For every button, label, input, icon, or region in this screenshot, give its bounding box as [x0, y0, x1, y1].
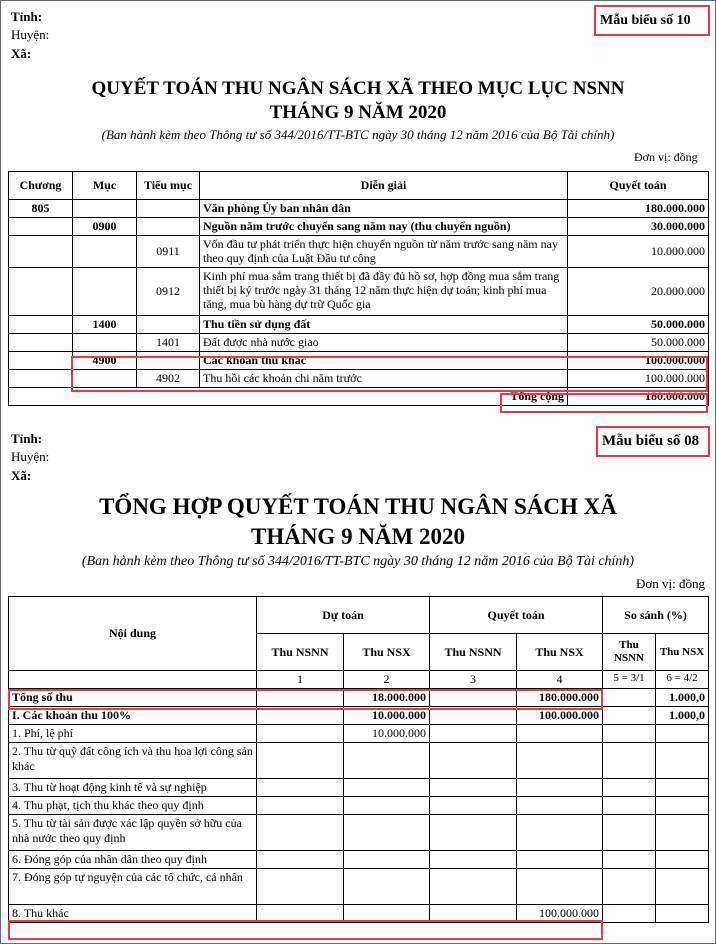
cell-ss2: [656, 779, 709, 797]
cell-qt-nsnn: [430, 869, 517, 905]
colnum-1: 1: [257, 671, 344, 689]
cell-muc: [73, 334, 137, 352]
label-huyen-2: Huyện:: [11, 449, 50, 464]
cell-dt-nsnn: [257, 707, 344, 725]
cell-ss2: [656, 797, 709, 815]
cell-dt-nsnn: [257, 725, 344, 743]
report-period-1: THÁNG 9 NĂM 2020: [269, 102, 447, 123]
cell-qt-nsnn: [430, 851, 517, 869]
cell-diengiai: Nguồn năm trước chuyển sang năm nay (thu chuyển nguồn): [200, 218, 568, 236]
cell-ss2: [656, 743, 709, 779]
cell-dt-nsx: 10.000.000: [344, 707, 430, 725]
cell-muc: 0900: [73, 218, 137, 236]
header-sosanh: So sánh (%): [603, 597, 709, 634]
header-tieumuc: Tiểu mục: [137, 172, 200, 200]
cell-chuong: [9, 218, 73, 236]
cell-ss1: [603, 905, 656, 923]
cell-label: 8. Thu khác: [9, 905, 257, 923]
table-row: [9, 689, 709, 707]
header-quyettoan: Quyết toán: [568, 172, 709, 200]
report-subtitle-1: (Ban hành kèm theo Thông tư số 344/2016/TT-BTC ngày 30 tháng 12 năm 2016 của Bộ Tài chính): [101, 127, 615, 142]
cell-diengiai: Các khoản thu khác: [200, 352, 568, 370]
cell-qt-nsnn: [430, 689, 517, 707]
cell-chuong: [9, 316, 73, 334]
cell-chuong: [9, 334, 73, 352]
cell-dt-nsx: [344, 797, 430, 815]
header-qt-nsnn: Thu NSNN: [430, 634, 517, 671]
cell-quyettoan: 50.000.000: [568, 316, 709, 334]
cell-ss2: [656, 725, 709, 743]
table-row: [9, 815, 709, 851]
cell-chuong: [9, 236, 73, 268]
label-xa-2: Xã:: [11, 468, 32, 483]
cell-dt-nsnn: [257, 851, 344, 869]
total-label: Tổng cộng: [9, 388, 568, 406]
cell-quyettoan: 10.000.000: [568, 236, 709, 268]
unit-label-2: Đơn vị: đồng: [636, 576, 705, 591]
cell-diengiai: Đất được nhà nước giao: [200, 334, 568, 352]
header-muc: Mục: [73, 172, 137, 200]
table-row: [9, 316, 709, 334]
form-code-badge-1: Mẫu biểu số 10: [594, 5, 710, 36]
table-row: [9, 869, 709, 905]
table-row: [9, 851, 709, 869]
cell-qt-nsnn: [430, 815, 517, 851]
header-ss-nsx: Thu NSX: [656, 634, 709, 671]
cell-qt-nsx: [517, 743, 603, 779]
cell-quyettoan: 50.000.000: [568, 334, 709, 352]
cell-diengiai: Văn phòng Ủy ban nhân dân: [200, 200, 568, 218]
cell-qt-nsnn: [430, 743, 517, 779]
header-ss-nsnn: Thu NSNN: [603, 634, 656, 671]
cell-tieumuc: [137, 218, 200, 236]
cell-label: 5. Thu từ tài sản được xác lập quyền sở hữu của nhà nước theo quy định: [9, 815, 257, 851]
cell-qt-nsx: [517, 725, 603, 743]
cell-ss1: [603, 779, 656, 797]
cell-qt-nsnn: [430, 779, 517, 797]
label-tinh-1: Tỉnh:: [11, 9, 43, 24]
header-dutoan: Dự toán: [257, 597, 430, 634]
cell-ss1: [603, 689, 656, 707]
colnum-6: 6 = 4/2: [656, 671, 709, 689]
table-row: [9, 268, 709, 316]
cell-muc: 1400: [73, 316, 137, 334]
cell-dt-nsnn: [257, 743, 344, 779]
cell-qt-nsx: [517, 815, 603, 851]
table-row: [9, 743, 709, 779]
cell-quyettoan: 100.000.000: [568, 352, 709, 370]
table-row: [9, 707, 709, 725]
cell-tieumuc: 0912: [137, 268, 200, 316]
table-header-row: [9, 597, 709, 634]
cell-tieumuc: 4902: [137, 370, 200, 388]
colnum-3: 3: [430, 671, 517, 689]
cell-ss1: [603, 707, 656, 725]
cell-qt-nsx: 180.000.000: [517, 689, 603, 707]
cell-ss2: 1.000,0: [656, 707, 709, 725]
cell-muc: [73, 236, 137, 268]
cell-label: Tổng số thu: [9, 689, 257, 707]
cell-chuong: [9, 370, 73, 388]
cell-muc: 4900: [73, 352, 137, 370]
table-row: [9, 334, 709, 352]
cell-quyettoan: 100.000.000: [568, 370, 709, 388]
cell-label: 3. Thu từ hoạt động kinh tế và sự nghiệp: [9, 779, 257, 797]
cell-qt-nsx: [517, 869, 603, 905]
report-period-2: THÁNG 9 NĂM 2020: [250, 524, 466, 549]
summary-table-2: [8, 596, 709, 923]
unit-label-1: Đơn vị: đồng: [634, 150, 698, 164]
cell-label: I. Các khoản thu 100%: [9, 707, 257, 725]
cell-ss2: [656, 815, 709, 851]
table-row: [9, 218, 709, 236]
report-title-2: TỔNG HỢP QUYẾT TOÁN THU NGÂN SÁCH XÃ: [99, 494, 617, 519]
label-huyen-1: Huyện:: [11, 27, 50, 42]
form-code-badge-2: Mẫu biểu số 08: [596, 426, 710, 457]
cell-diengiai: Vốn đầu tư phát triển thực hiện chuyển nguồn từ năm trước sang năm nay theo quy định của Luật Đầu tư công: [200, 236, 568, 268]
cell-ss1: [603, 743, 656, 779]
cell-label: 2. Thu từ quỹ đất công ích và thu hoa lợi công sản khác: [9, 743, 257, 779]
total-value: 180.000.000: [568, 388, 709, 406]
colnum-4: 4: [517, 671, 603, 689]
cell-ss2: [656, 851, 709, 869]
table-row: [9, 905, 709, 923]
table-header-row: [9, 172, 709, 200]
cell-qt-nsnn: [430, 905, 517, 923]
cell-dt-nsx: [344, 743, 430, 779]
cell-dt-nsnn: [257, 905, 344, 923]
cell-quyettoan: 30.000.000: [568, 218, 709, 236]
cell-dt-nsnn: [257, 869, 344, 905]
column-number-row: [9, 671, 709, 689]
table-row: [9, 725, 709, 743]
cell-dt-nsx: [344, 851, 430, 869]
cell-dt-nsx: [344, 779, 430, 797]
cell-tieumuc: [137, 352, 200, 370]
cell-ss2: [656, 869, 709, 905]
header-qt-nsx: Thu NSX: [517, 634, 603, 671]
table-row: [9, 779, 709, 797]
label-tinh-2: Tỉnh:: [11, 431, 43, 446]
cell-ss1: [603, 797, 656, 815]
header-quyettoan: Quyết toán: [430, 597, 603, 634]
cell-dt-nsnn: [257, 815, 344, 851]
cell-ss2: [656, 905, 709, 923]
cell-tieumuc: [137, 200, 200, 218]
cell-tieumuc: 1401: [137, 334, 200, 352]
cell-qt-nsnn: [430, 707, 517, 725]
colnum-5: 5 = 3/1: [603, 671, 656, 689]
cell-qt-nsnn: [430, 725, 517, 743]
cell-tieumuc: [137, 316, 200, 334]
header-diengiai: Diễn giải: [200, 172, 568, 200]
table-row: [9, 200, 709, 218]
header-dt-nsx: Thu NSX: [344, 634, 430, 671]
cell-diengiai: Kinh phí mua sắm trang thiết bị đã đầy đủ hồ sơ, hợp đồng mua sắm trang thiết bị ký trước ngày 31 tháng 12 năm thực hiện dự toán; kinh phí mua tăng, mua bù hàng dự trữ Quốc gia: [200, 268, 568, 316]
table-row: [9, 352, 709, 370]
cell-muc: [73, 268, 137, 316]
cell-diengiai: Thu tiền sử dụng đất: [200, 316, 568, 334]
cell-chuong: [9, 268, 73, 316]
cell-dt-nsnn: [257, 779, 344, 797]
cell-chuong: 805: [9, 200, 73, 218]
cell-qt-nsx: 100.000.000: [517, 707, 603, 725]
header-dt-nsnn: Thu NSNN: [257, 634, 344, 671]
cell-qt-nsx: 100.000.000: [517, 905, 603, 923]
cell-label: 4. Thu phạt, tịch thu khác theo quy định: [9, 797, 257, 815]
cell-chuong: [9, 352, 73, 370]
cell-ss1: [603, 869, 656, 905]
cell-qt-nsx: [517, 797, 603, 815]
cell-qt-nsx: [517, 851, 603, 869]
cell-ss1: [603, 725, 656, 743]
cell-ss1: [603, 851, 656, 869]
cell-dt-nsnn: [257, 797, 344, 815]
budget-table-1: [8, 171, 709, 406]
cell-dt-nsx: [344, 869, 430, 905]
header-chuong: Chương: [9, 172, 73, 200]
cell-label: 6. Đóng góp của nhân dân theo quy định: [9, 851, 257, 869]
cell-diengiai: Thu hồi các khoản chi năm trước: [200, 370, 568, 388]
cell-qt-nsx: [517, 779, 603, 797]
cell-muc: [73, 200, 137, 218]
cell-quyettoan: 20.000.000: [568, 268, 709, 316]
cell-ss2: 1.000,0: [656, 689, 709, 707]
label-xa-1: Xã:: [11, 46, 32, 61]
cell-label: 7. Đóng góp tự nguyện của các tổ chức, cá nhân: [9, 869, 257, 905]
cell-muc: [73, 370, 137, 388]
report-subtitle-2: (Ban hành kèm theo Thông tư số 344/2016/TT-BTC ngày 30 tháng 12 năm 2016 của Bộ Tài chính): [81, 554, 635, 569]
report-title-1: QUYẾT TOÁN THU NGÂN SÁCH XÃ THEO MỤC LỤC NSNN: [91, 78, 625, 99]
table-row: [9, 236, 709, 268]
table-row: [9, 797, 709, 815]
cell-label: 1. Phí, lệ phí: [9, 725, 257, 743]
cell-dt-nsnn: [257, 689, 344, 707]
cell-quyettoan: 180.000.000: [568, 200, 709, 218]
cell-dt-nsx: [344, 905, 430, 923]
cell-ss1: [603, 815, 656, 851]
table-row: [9, 370, 709, 388]
cell-dt-nsx: [344, 815, 430, 851]
cell-dt-nsx: 18.000.000: [344, 689, 430, 707]
cell-tieumuc: 0911: [137, 236, 200, 268]
header-noidung: Nội dung: [9, 597, 257, 671]
cell-dt-nsx: 10.000.000: [344, 725, 430, 743]
cell-qt-nsnn: [430, 797, 517, 815]
total-row: [9, 388, 709, 406]
colnum-2: 2: [344, 671, 430, 689]
